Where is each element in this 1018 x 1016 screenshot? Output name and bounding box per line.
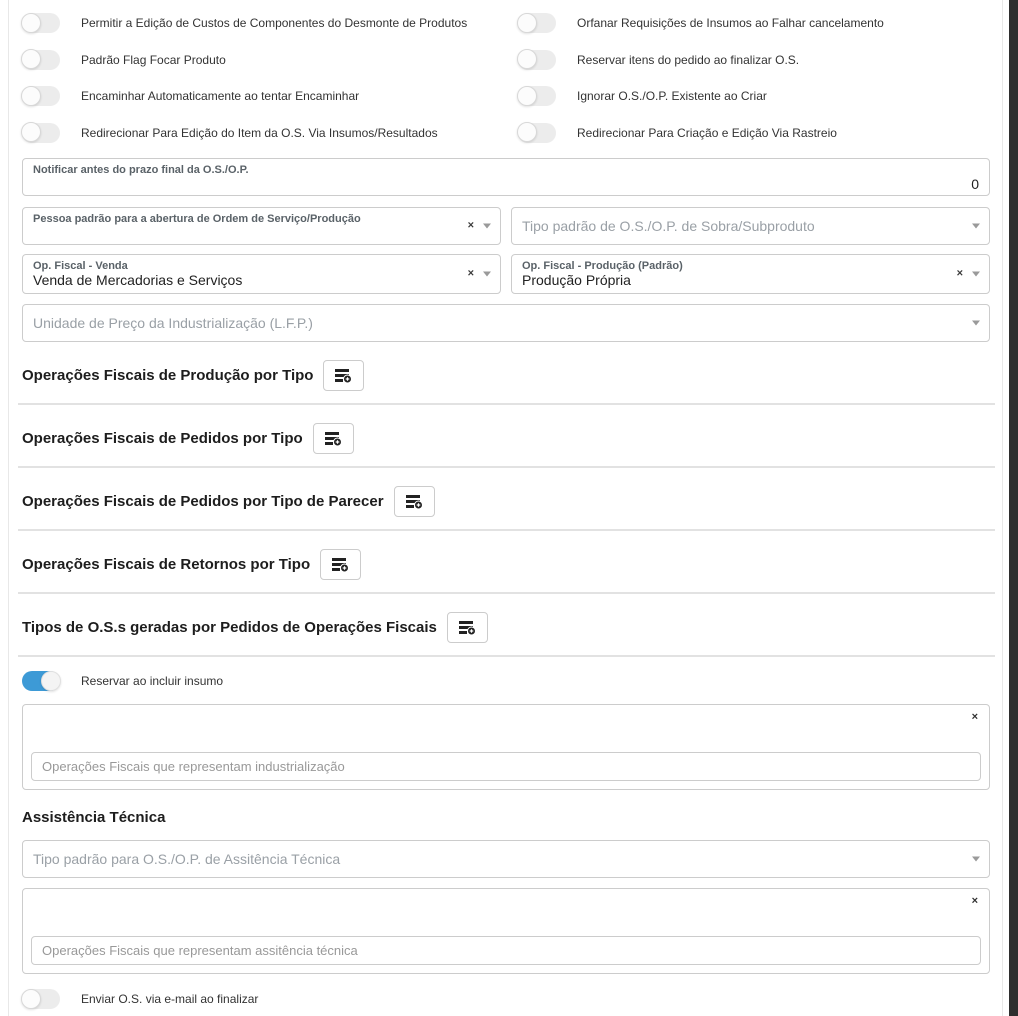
section-divider [18, 592, 995, 594]
toggle-knob [517, 122, 537, 142]
section-pedidos-por-tipo [22, 423, 990, 454]
chevron-down-icon [972, 321, 980, 326]
select-controls [468, 269, 491, 280]
panel-left-border [8, 0, 9, 1016]
section-title: Operações Fiscais de Pedidos por Tipo [22, 430, 303, 447]
toggle-label: Orfanar Requisições de Insumos ao Falhar cancelamento [577, 16, 884, 31]
toggle-grid [22, 5, 990, 151]
select-controls [972, 321, 980, 326]
select-op-fiscal-producao-label: Op. Fiscal - Produção (Padrão) [522, 260, 683, 272]
add-pedidos-por-tipo-button[interactable] [313, 423, 354, 454]
toggle-knob [517, 86, 537, 106]
toggle-row [518, 42, 990, 79]
notify-deadline-field [22, 158, 990, 196]
toggle-permitir-edicao-custos[interactable] [22, 13, 60, 33]
toggle-row [22, 115, 494, 152]
section-divider [18, 655, 995, 657]
list-add-icon [332, 557, 349, 572]
toggle-orfanar-requisicoes[interactable] [518, 13, 556, 33]
toggle-knob [517, 13, 537, 33]
industrializacao-search-input[interactable] [31, 752, 981, 781]
toggle-row [22, 670, 990, 692]
chevron-down-icon [972, 224, 980, 229]
section-tipos-os-geradas [22, 612, 990, 643]
section-divider [18, 529, 995, 531]
toggle-knob [21, 86, 41, 106]
select-tipo-sobra[interactable] [511, 207, 990, 245]
list-add-icon [325, 431, 342, 446]
toggle-encaminhar-automaticamente[interactable] [22, 86, 60, 106]
toggle-label: Ignorar O.S./O.P. Existente ao Criar [577, 89, 767, 104]
select-op-fiscal-producao-value: Produção Própria [522, 272, 631, 288]
settings-content [22, 0, 990, 1010]
list-add-icon [335, 368, 352, 383]
toggle-label: Reservar itens do pedido ao finalizar O.S. [577, 52, 800, 67]
toggle-row [518, 5, 990, 42]
toggle-redirecionar-rastreio[interactable] [518, 123, 556, 143]
select-tipo-assistencia[interactable] [22, 840, 990, 878]
select-controls [468, 221, 491, 232]
toggle-knob [21, 49, 41, 69]
select-op-fiscal-venda[interactable] [22, 254, 501, 294]
toggle-label: Padrão Flag Focar Produto [81, 52, 226, 67]
select-op-fiscal-producao[interactable] [511, 254, 990, 294]
notify-deadline-input[interactable] [33, 176, 979, 192]
select-row-2 [22, 254, 990, 294]
toggle-knob [21, 989, 41, 1009]
toggle-label: Reservar ao incluir insumo [81, 674, 224, 688]
chevron-down-icon [972, 272, 980, 277]
section-pedidos-por-tipo-parecer [22, 486, 990, 517]
chevron-down-icon [483, 272, 491, 277]
toggle-row [518, 78, 990, 115]
add-retornos-por-tipo-button[interactable] [320, 549, 361, 580]
close-icon[interactable]: × [971, 711, 978, 723]
select-row-1 [22, 207, 990, 245]
toggle-redirecionar-edicao-item[interactable] [22, 123, 60, 143]
toggle-reservar-ao-incluir-insumo[interactable] [22, 671, 60, 691]
toggle-knob [21, 13, 41, 33]
add-tipos-os-geradas-button[interactable] [447, 612, 488, 643]
assistencia-search-input[interactable] [31, 936, 981, 965]
industrializacao-multiselect[interactable] [22, 704, 990, 790]
toggle-label: Enviar O.S. via e-mail ao finalizar [81, 992, 259, 1006]
close-icon[interactable]: × [971, 895, 978, 907]
select-pessoa-padrao[interactable] [22, 207, 501, 245]
list-add-icon [406, 494, 423, 509]
select-tipo-sobra-placeholder: Tipo padrão de O.S./O.P. de Sobra/Subproduto [522, 218, 815, 234]
select-unidade-preco[interactable] [22, 304, 990, 342]
close-icon[interactable]: × [467, 267, 474, 280]
select-controls [957, 269, 980, 280]
select-pessoa-padrao-label: Pessoa padrão para a abertura de Ordem de Serviço/Produção [33, 213, 361, 225]
assistencia-multiselect[interactable] [22, 888, 990, 974]
notify-deadline-label: Notificar antes do prazo final da O.S./O.P. [33, 164, 249, 176]
toggle-knob [41, 671, 61, 691]
chevron-down-icon [483, 224, 491, 229]
select-controls [972, 857, 980, 862]
toggle-row [518, 115, 990, 152]
section-title: Operações Fiscais de Retornos por Tipo [22, 556, 311, 573]
toggle-knob [517, 49, 537, 69]
toggle-row [22, 988, 990, 1010]
select-controls [972, 224, 980, 229]
toggle-row [22, 5, 494, 42]
toggle-ignorar-os-existente[interactable] [518, 86, 556, 106]
assistencia-tecnica-heading: Assistência Técnica [22, 809, 166, 826]
select-unidade-preco-placeholder: Unidade de Preço da Industrialização (L.F.P.) [33, 315, 313, 331]
section-retornos-por-tipo [22, 549, 990, 580]
toggle-row [22, 42, 494, 79]
toggle-label: Encaminhar Automaticamente ao tentar Encaminhar [81, 89, 360, 104]
section-producao-por-tipo [22, 360, 990, 391]
toggle-label: Redirecionar Para Criação e Edição Via Rastreio [577, 125, 837, 140]
toggle-reservar-itens-pedido[interactable] [518, 50, 556, 70]
toggle-label: Redirecionar Para Edição do Item da O.S. Via Insumos/Resultados [81, 125, 438, 140]
add-producao-por-tipo-button[interactable] [323, 360, 364, 391]
toggle-knob [21, 122, 41, 142]
toggle-row [22, 78, 494, 115]
select-op-fiscal-venda-label: Op. Fiscal - Venda [33, 260, 128, 272]
section-divider [18, 403, 995, 405]
select-op-fiscal-venda-value: Venda de Mercadorias e Serviços [33, 272, 243, 288]
list-add-icon [459, 620, 476, 635]
section-title: Operações Fiscais de Pedidos por Tipo de Parecer [22, 493, 384, 510]
section-divider [18, 466, 995, 468]
toggle-enviar-os-email[interactable] [22, 989, 60, 1009]
scrollbar[interactable] [1009, 0, 1018, 1016]
select-tipo-assistencia-placeholder: Tipo padrão para O.S./O.P. de Assitência Técnica [33, 851, 341, 867]
close-icon[interactable]: × [467, 219, 474, 232]
add-pedidos-tipo-parecer-button[interactable] [394, 486, 435, 517]
panel-right-border [1002, 0, 1003, 1016]
section-title: Tipos de O.S.s geradas por Pedidos de Operações Fiscais [22, 619, 437, 636]
section-title: Operações Fiscais de Produção por Tipo [22, 367, 314, 384]
close-icon[interactable]: × [956, 267, 963, 280]
chevron-down-icon [972, 857, 980, 862]
toggle-label: Permitir a Edição de Custos de Componentes do Desmonte de Produtos [81, 16, 468, 31]
toggle-padrao-flag-focar[interactable] [22, 50, 60, 70]
